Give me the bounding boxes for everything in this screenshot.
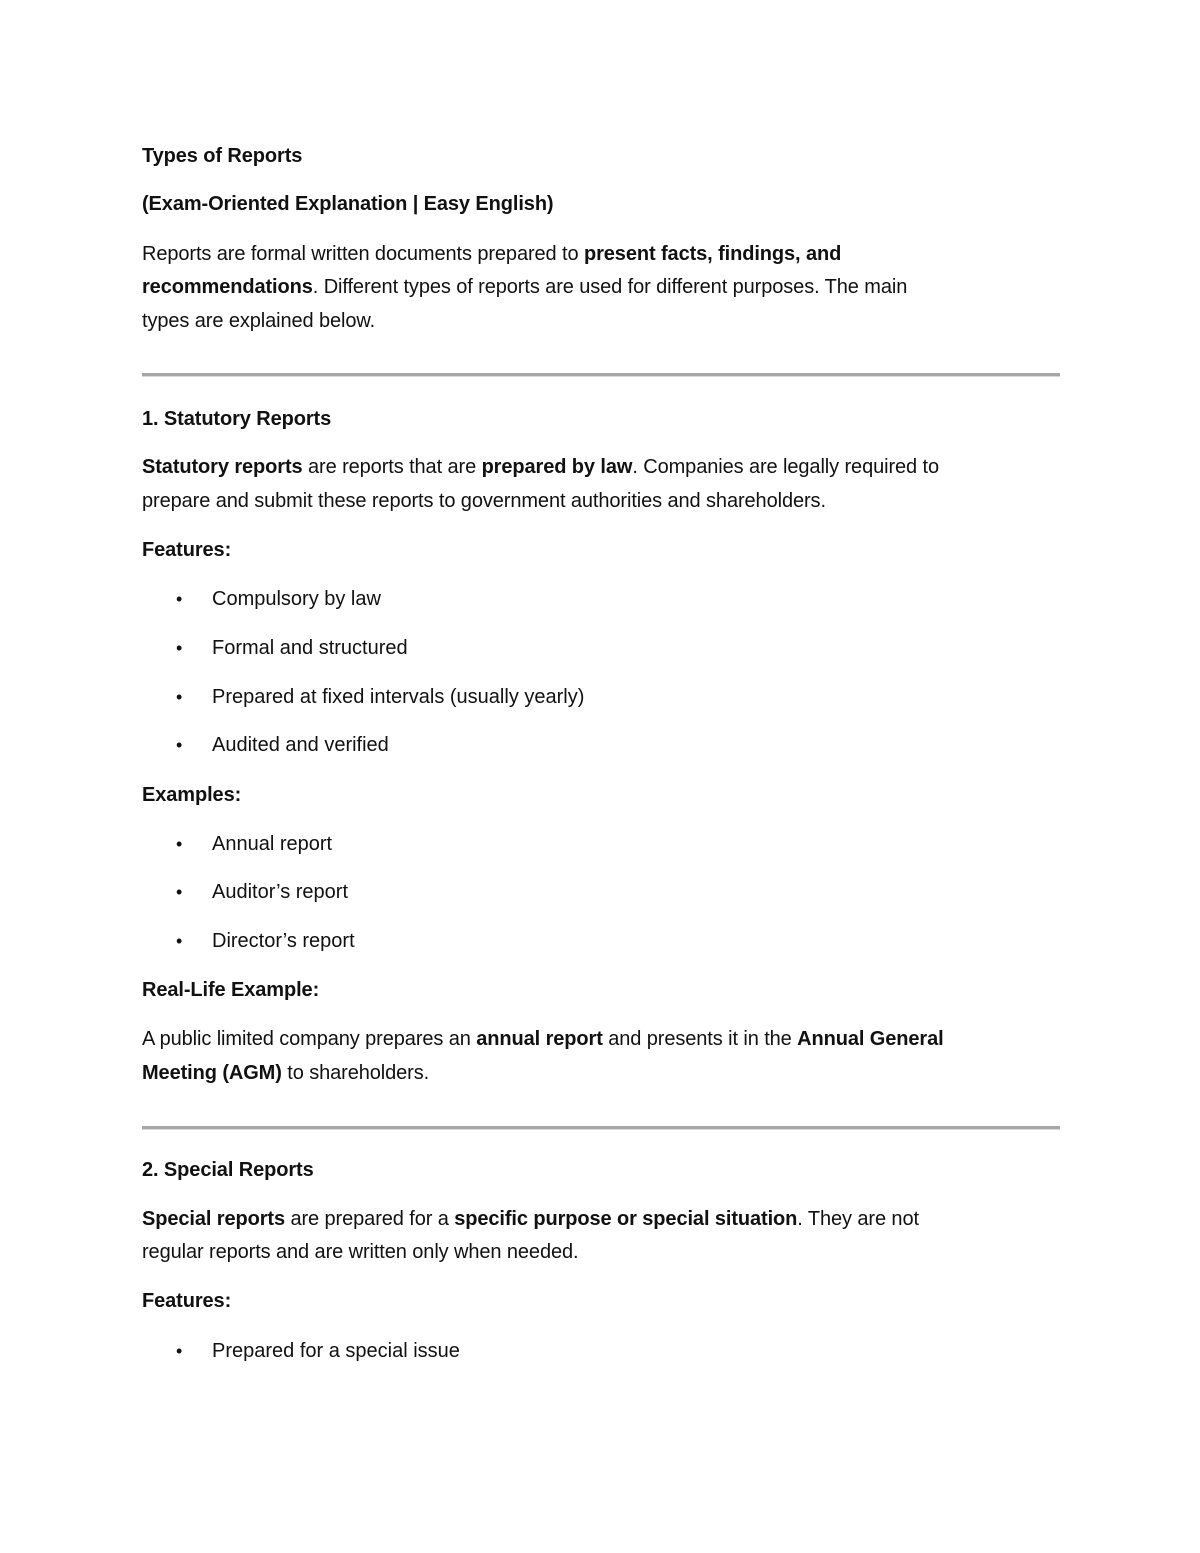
list-item: • Audited and verified [212, 732, 389, 758]
list-item: • Auditor’s report [212, 879, 348, 905]
list-item: • Director’s report [212, 928, 355, 954]
section-heading-statutory: 1. Statutory Reports [142, 408, 332, 430]
section-divider [142, 1126, 1060, 1130]
real-life-line-1: A public limited company prepares an annual report and presents it in the Annual General [142, 1028, 944, 1050]
list-item: • Compulsory by law [212, 586, 381, 612]
special-features-label: Features: [142, 1290, 232, 1312]
statutory-features-label: Features: [142, 539, 232, 561]
section-divider [142, 373, 1060, 377]
intro-line-3: types are explained below. [142, 310, 376, 332]
statutory-real-life-label: Real-Life Example: [142, 979, 320, 1001]
list-item: • Prepared for a special issue [212, 1338, 460, 1364]
document-title: Types of Reports [142, 145, 303, 167]
document-subtitle: (Exam-Oriented Explanation | Easy English) [142, 193, 554, 215]
statutory-examples-label: Examples: [142, 784, 242, 806]
intro-line-1: Reports are formal written documents prepared to present facts, findings, and [142, 243, 842, 265]
document-page [142, 0, 1060, 1553]
statutory-para-line-1: Statutory reports are reports that are prepared by law. Companies are legally required to [142, 456, 940, 478]
special-para-line-2: regular reports and are written only when needed. [142, 1241, 579, 1263]
intro-line-2: recommendations. Different types of reports are used for different purposes. The main [142, 276, 908, 298]
real-life-line-2: Meeting (AGM) to shareholders. [142, 1062, 430, 1084]
statutory-para-line-2: prepare and submit these reports to government authorities and shareholders. [142, 490, 826, 512]
section-heading-special: 2. Special Reports [142, 1159, 314, 1181]
special-para-line-1: Special reports are prepared for a specific purpose or special situation. They are not [142, 1208, 919, 1230]
list-item: • Prepared at fixed intervals (usually yearly) [212, 684, 584, 710]
list-item: • Annual report [212, 831, 332, 857]
list-item: • Formal and structured [212, 635, 408, 661]
